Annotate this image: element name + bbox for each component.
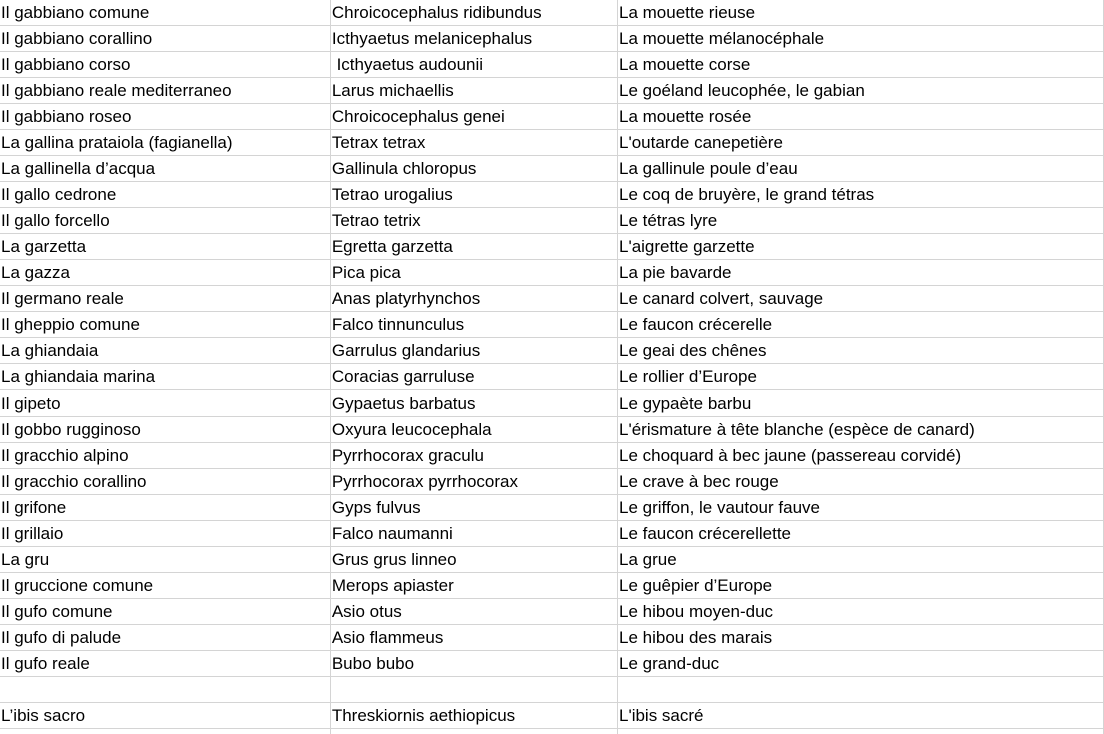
cell-italian-name[interactable]: Il gracchio corallino [0, 468, 330, 494]
cell-french-name[interactable]: La mouette rosée [618, 104, 1104, 130]
table-row [0, 702, 1104, 728]
table-row [0, 78, 1104, 104]
table-row [0, 728, 1104, 734]
table-row [0, 442, 1104, 468]
table-row [0, 234, 1104, 260]
cell-italian-name[interactable]: Il grifone [0, 494, 330, 520]
table-row [0, 286, 1104, 312]
cell-latin-name[interactable]: Icthyaetus melanicephalus [330, 26, 617, 52]
cell-latin-name[interactable]: Icthyaetus audounii [330, 52, 617, 78]
cell-latin-name[interactable]: Asio flammeus [330, 624, 617, 650]
cell-french-name[interactable] [618, 676, 1104, 702]
table-row [0, 0, 1104, 26]
table-row [0, 182, 1104, 208]
cell-french-name[interactable]: L'aigrette garzette [618, 234, 1104, 260]
cell-french-name[interactable]: Le rollier d’Europe [618, 364, 1104, 390]
cell-italian-name[interactable]: Il gallo forcello [0, 208, 330, 234]
cell-latin-name[interactable]: Gallinula chloropus [330, 156, 617, 182]
table-row [0, 26, 1104, 52]
cell-french-name[interactable]: Le canard colvert, sauvage [618, 286, 1104, 312]
cell-italian-name[interactable]: Il gheppio comune [0, 312, 330, 338]
cell-french-name[interactable]: Le crave à bec rouge [618, 468, 1104, 494]
cell-latin-name[interactable]: Garrulus glandarius [330, 338, 617, 364]
table-row [0, 546, 1104, 572]
table-row [0, 130, 1104, 156]
table-row [0, 572, 1104, 598]
cell-french-name[interactable]: Le choquard à bec jaune (passereau corvidé) [618, 442, 1104, 468]
table-row [0, 104, 1104, 130]
table-row [0, 416, 1104, 442]
cell-italian-name[interactable]: Il germano reale [0, 286, 330, 312]
table-row [0, 156, 1104, 182]
cell-latin-name[interactable]: Pica pica [330, 260, 617, 286]
cell-latin-name[interactable]: Gyps fulvus [330, 494, 617, 520]
cell-latin-name[interactable]: Tetrao tetrix [330, 208, 617, 234]
cell-latin-name[interactable] [330, 728, 617, 734]
cell-latin-name[interactable]: Bubo bubo [330, 650, 617, 676]
cell-italian-name[interactable]: Il gruccione comune [0, 572, 330, 598]
cell-french-name[interactable]: Le goéland leucophée, le gabian [618, 78, 1104, 104]
cell-french-name[interactable]: La gallinule poule d’eau [618, 156, 1104, 182]
cell-french-name[interactable]: Le coq de bruyère, le grand tétras [618, 182, 1104, 208]
cell-latin-name[interactable]: Merops apiaster [330, 572, 617, 598]
cell-italian-name[interactable]: Il gabbiano roseo [0, 104, 330, 130]
cell-italian-name[interactable]: Il gabbiano corallino [0, 26, 330, 52]
cell-french-name[interactable]: L'ibis sacré [618, 702, 1104, 728]
table-row [0, 520, 1104, 546]
cell-italian-name[interactable]: Il gabbiano reale mediterraneo [0, 78, 330, 104]
cell-french-name[interactable]: Le gypaète barbu [618, 390, 1104, 416]
cell-latin-name[interactable]: Chroicocephalus genei [330, 104, 617, 130]
cell-latin-name[interactable]: Anas platyrhynchos [330, 286, 617, 312]
cell-french-name[interactable]: Le hibou des marais [618, 624, 1104, 650]
table-row [0, 338, 1104, 364]
cell-french-name[interactable]: La pie bavarde [618, 260, 1104, 286]
cell-latin-name[interactable] [330, 676, 617, 702]
cell-french-name[interactable]: La mouette corse [618, 52, 1104, 78]
table-row [0, 52, 1104, 78]
cell-latin-name[interactable]: Grus grus linneo [330, 546, 617, 572]
cell-french-name[interactable]: L'érismature à tête blanche (espèce de canard) [618, 416, 1104, 442]
cell-latin-name[interactable]: Tetrax tetrax [330, 130, 617, 156]
cell-latin-name[interactable]: Pyrrhocorax graculu [330, 442, 617, 468]
cell-italian-name[interactable]: Il gabbiano corso [0, 52, 330, 78]
cell-french-name[interactable]: Le geai des chênes [618, 338, 1104, 364]
cell-italian-name[interactable]: Il gufo reale [0, 650, 330, 676]
table-row [0, 260, 1104, 286]
cell-latin-name[interactable]: Pyrrhocorax pyrrhocorax [330, 468, 617, 494]
cell-italian-name[interactable]: Il gipeto [0, 390, 330, 416]
cell-latin-name[interactable]: Egretta garzetta [330, 234, 617, 260]
table-row [0, 364, 1104, 390]
cell-latin-name[interactable]: Threskiornis aethiopicus [330, 702, 617, 728]
table-row [0, 494, 1104, 520]
table-row [0, 468, 1104, 494]
table-row [0, 676, 1104, 702]
cell-french-name[interactable]: Le guêpier d’Europe [618, 572, 1104, 598]
cell-italian-name[interactable]: Il gracchio alpino [0, 442, 330, 468]
cell-french-name[interactable]: Le tétras lyre [618, 208, 1104, 234]
cell-italian-name[interactable]: Il gufo di palude [0, 624, 330, 650]
cell-italian-name[interactable]: Il gufo comune [0, 598, 330, 624]
cell-french-name[interactable]: La mouette mélanocéphale [618, 26, 1104, 52]
cell-french-name[interactable]: Le faucon crécerelle [618, 312, 1104, 338]
cell-italian-name[interactable]: La gallinella d’acqua [0, 156, 330, 182]
cell-french-name[interactable]: L'outarde canepetière [618, 130, 1104, 156]
cell-latin-name[interactable]: Falco naumanni [330, 520, 617, 546]
cell-latin-name[interactable]: Falco tinnunculus [330, 312, 617, 338]
cell-latin-name[interactable]: Asio otus [330, 598, 617, 624]
cell-italian-name[interactable]: Il gallo cedrone [0, 182, 330, 208]
table-row [0, 208, 1104, 234]
cell-italian-name[interactable]: La gallina prataiola (fagianella) [0, 130, 330, 156]
cell-french-name[interactable] [618, 728, 1104, 734]
table-row [0, 624, 1104, 650]
cell-italian-name[interactable]: La gru [0, 546, 330, 572]
cell-italian-name[interactable]: La ghiandaia marina [0, 364, 330, 390]
cell-italian-name[interactable]: Il grillaio [0, 520, 330, 546]
cell-french-name[interactable]: Le hibou moyen-duc [618, 598, 1104, 624]
cell-italian-name[interactable]: La gazza [0, 260, 330, 286]
cell-french-name[interactable]: Le grand-duc [618, 650, 1104, 676]
table-row [0, 598, 1104, 624]
cell-italian-name[interactable] [0, 728, 330, 734]
cell-latin-name[interactable]: Oxyura leucocephala [330, 416, 617, 442]
cell-french-name[interactable]: La mouette rieuse [618, 0, 1104, 26]
cell-french-name[interactable]: La grue [618, 546, 1104, 572]
table-row [0, 312, 1104, 338]
cell-italian-name[interactable]: L’ibis sacro [0, 702, 330, 728]
table-row [0, 650, 1104, 676]
cell-french-name[interactable]: Le faucon crécerellette [618, 520, 1104, 546]
cell-latin-name[interactable]: Tetrao urogalius [330, 182, 617, 208]
cell-italian-name[interactable] [0, 676, 330, 702]
cell-latin-name[interactable]: Coracias garruluse [330, 364, 617, 390]
cell-italian-name[interactable]: La ghiandaia [0, 338, 330, 364]
cell-italian-name[interactable]: Il gobbo rugginoso [0, 416, 330, 442]
cell-french-name[interactable]: Le griffon, le vautour fauve [618, 494, 1104, 520]
table-row [0, 390, 1104, 416]
cell-latin-name[interactable]: Larus michaellis [330, 78, 617, 104]
cell-italian-name[interactable]: La garzetta [0, 234, 330, 260]
cell-latin-name[interactable]: Chroicocephalus ridibundus [330, 0, 617, 26]
cell-latin-name[interactable]: Gypaetus barbatus [330, 390, 617, 416]
cell-italian-name[interactable]: Il gabbiano comune [0, 0, 330, 26]
